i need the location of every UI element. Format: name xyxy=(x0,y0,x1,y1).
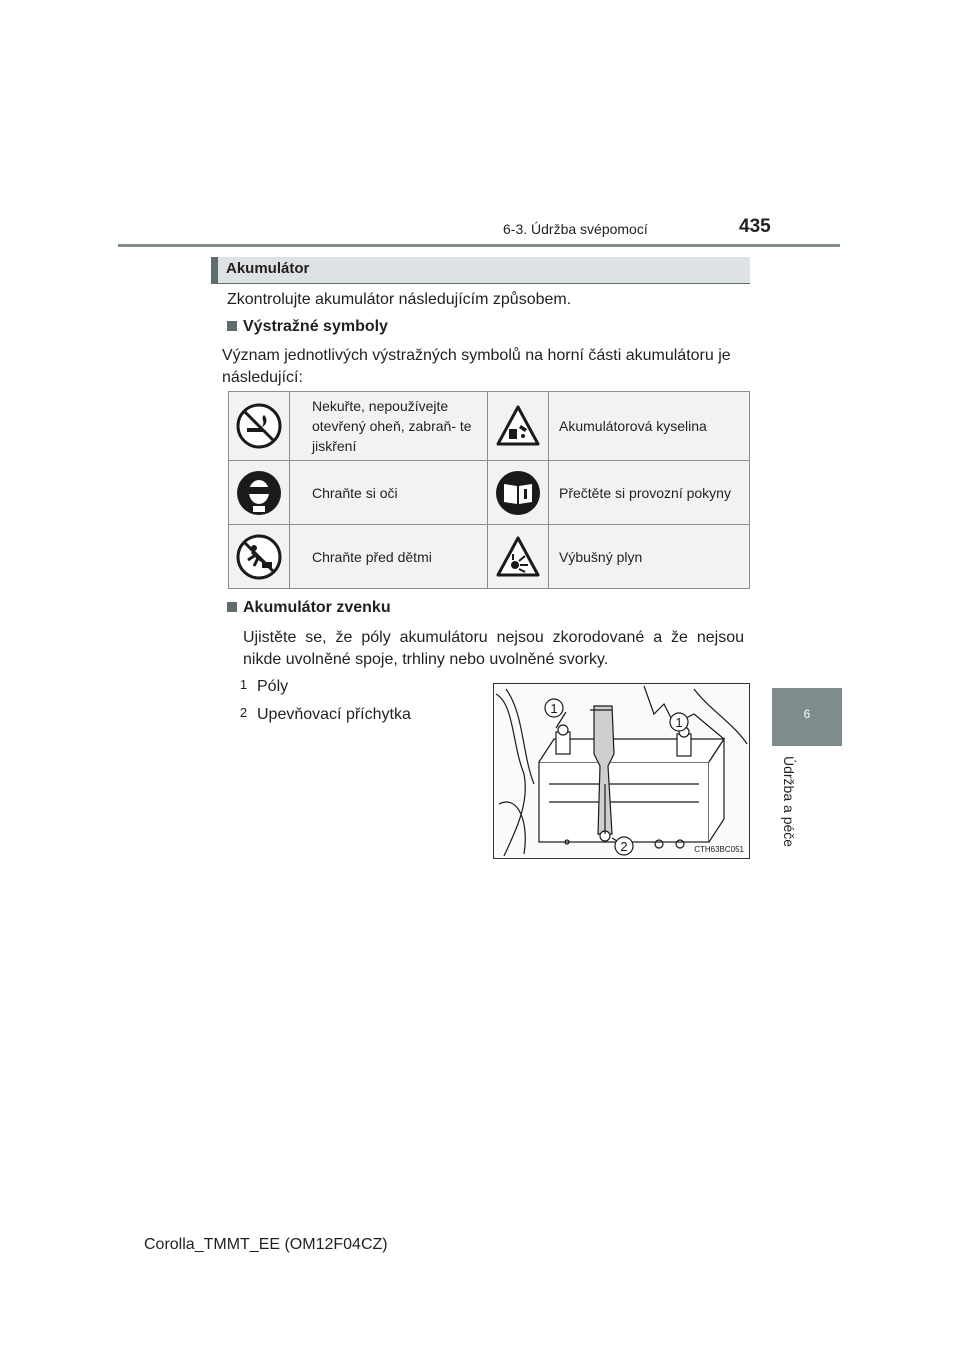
table-cell-text: Akumulátorová kyselina xyxy=(549,392,750,461)
legend-number: 1 xyxy=(239,677,248,692)
callout-1-right xyxy=(670,713,688,731)
svg-text:1: 1 xyxy=(550,701,558,716)
callout-1-left xyxy=(545,699,563,717)
callout-2 xyxy=(615,837,633,855)
table-row xyxy=(229,525,750,589)
section-heading-bar xyxy=(211,257,750,283)
svg-text:2: 2 xyxy=(620,839,628,854)
table-cell-icon xyxy=(229,525,290,589)
table-cell-icon xyxy=(488,392,549,461)
exterior-description: Ujistěte se, že póly akumulátoru nejsou zkorodované a že nejsou nikde uvolněné spoje, trhliny nebo uvolněné svorky. xyxy=(243,629,744,668)
section-intro: Zkontrolujte akumulátor následujícím způsobem. xyxy=(227,291,572,308)
table-cell-text: Chraňte před dětmi xyxy=(290,525,488,589)
section-heading-rule xyxy=(211,283,750,284)
eye-protection-icon xyxy=(236,470,282,516)
warning-symbols-heading xyxy=(227,318,388,336)
section-title: Akumulátor xyxy=(226,260,310,277)
figure-code: CTH63BC051 xyxy=(694,845,744,854)
table-cell-icon xyxy=(229,392,290,461)
table-row xyxy=(229,392,750,461)
exterior-heading-text: Akumulátor zvenku xyxy=(243,599,391,616)
chapter-tab xyxy=(772,688,842,746)
battery-illustration xyxy=(493,683,750,859)
section-heading-accent xyxy=(211,257,218,283)
keep-children-away-icon xyxy=(236,534,282,580)
explosive-gas-icon xyxy=(495,534,541,580)
table-cell-icon xyxy=(488,461,549,525)
table-cell-icon xyxy=(488,525,549,589)
legend-item xyxy=(236,678,288,696)
svg-text:1: 1 xyxy=(675,715,683,730)
no-smoking-flame-icon xyxy=(236,403,282,449)
warning-symbols-table xyxy=(228,391,750,589)
read-manual-icon xyxy=(495,470,541,516)
page-number: 435 xyxy=(739,216,771,237)
battery-acid-icon xyxy=(495,403,541,449)
battery-drawing xyxy=(494,684,749,858)
warning-symbols-description: Význam jednotlivých výstražných symbolů na horní části akumulátoru je následující: xyxy=(222,347,731,386)
table-cell-text: Nekuřte, nepoužívejte otevřený oheň, zabraň- te jiskření xyxy=(290,392,488,461)
square-bullet-icon xyxy=(227,602,237,612)
exterior-heading xyxy=(227,599,391,617)
legend-number: 2 xyxy=(239,705,248,720)
square-bullet-icon xyxy=(227,321,237,331)
header-divider xyxy=(118,244,840,247)
chapter-number: 6 xyxy=(803,707,811,721)
table-cell-text: Přečtěte si provozní pokyny xyxy=(549,461,750,525)
table-cell-text: Výbušný plyn xyxy=(549,525,750,589)
chapter-label: Údržba a péče xyxy=(781,756,797,848)
header-section-title: 6-3. Údržba svépomocí xyxy=(503,221,648,237)
legend-label: Upevňovací příchytka xyxy=(257,706,411,723)
legend-item xyxy=(236,706,411,724)
table-row xyxy=(229,461,750,525)
warning-symbols-heading-text: Výstražné symboly xyxy=(243,318,388,335)
legend-label: Póly xyxy=(257,678,289,695)
table-cell-icon xyxy=(229,461,290,525)
table-cell-text: Chraňte si oči xyxy=(290,461,488,525)
footer-model-code: Corolla_TMMT_EE (OM12F04CZ) xyxy=(144,1236,388,1253)
